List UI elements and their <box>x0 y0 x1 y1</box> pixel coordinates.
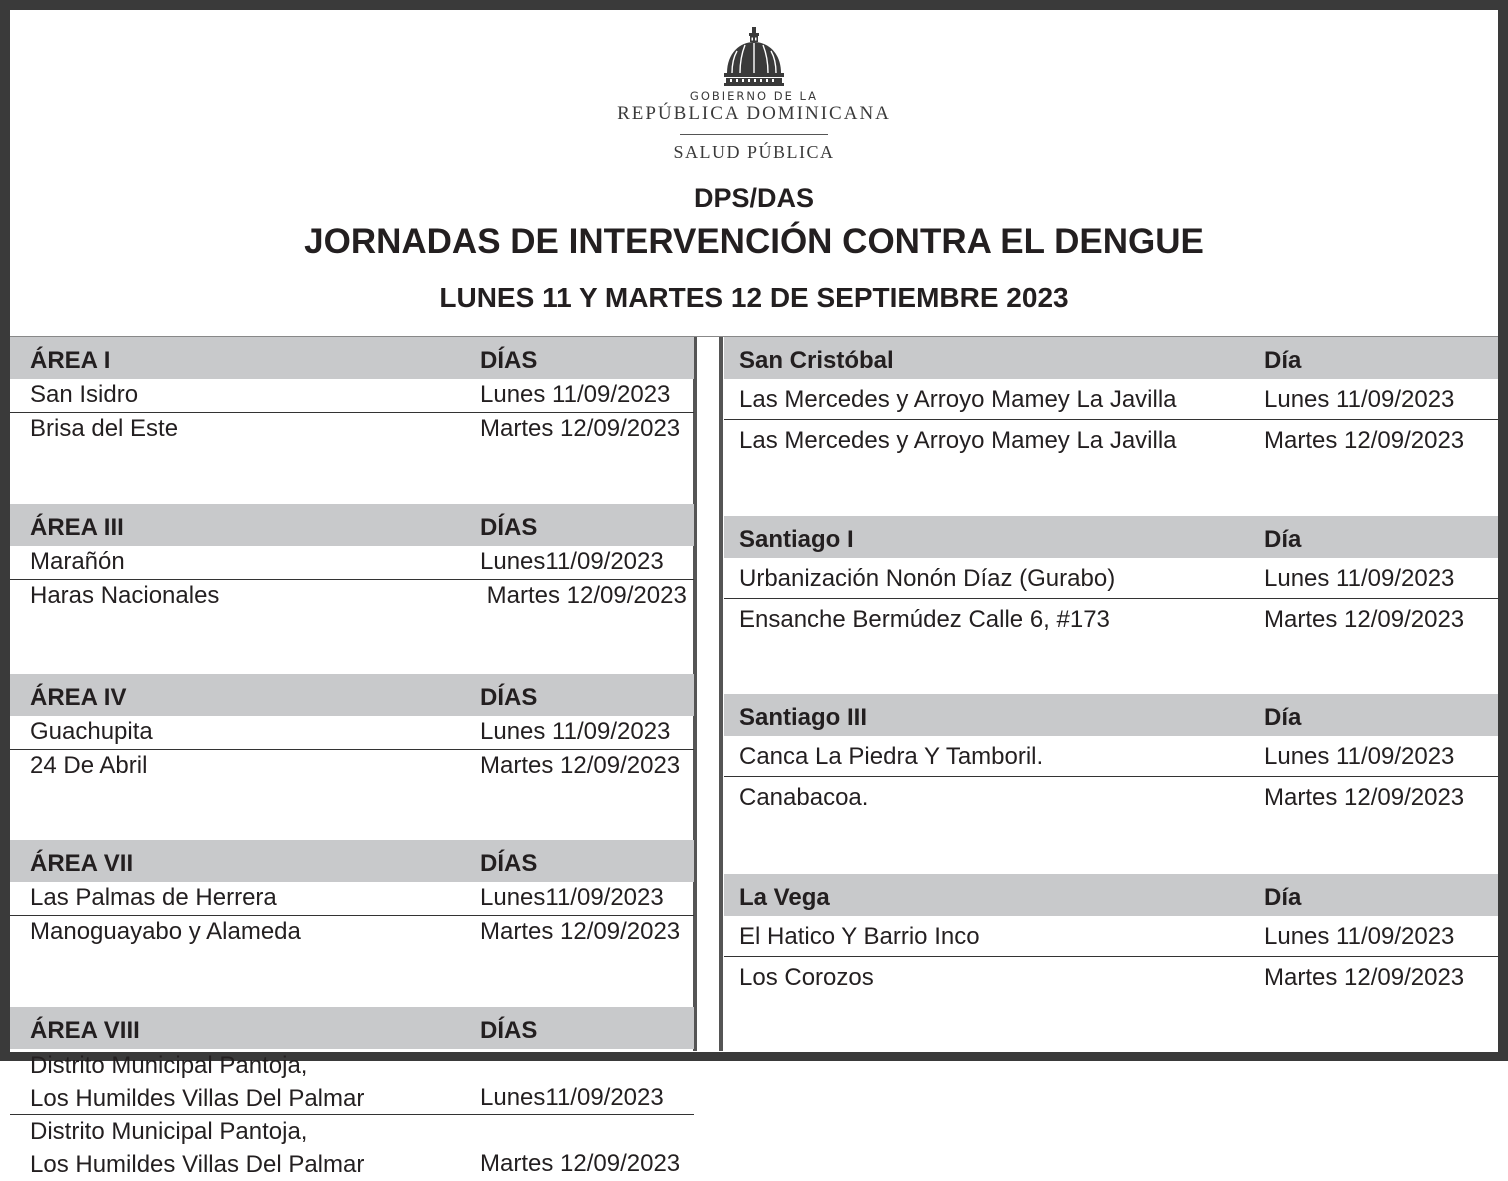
table-row <box>10 916 694 949</box>
table-row <box>724 916 1498 957</box>
schedule-day: Martes 12/09/2023 <box>480 918 681 945</box>
schedule-day: Lunes 11/09/2023 <box>1264 386 1455 413</box>
section-name: Santiago I <box>739 526 854 553</box>
schedule-day: Lunes11/09/2023 <box>480 884 664 911</box>
table-row <box>10 413 694 446</box>
page-title: JORNADAS DE INTERVENCIÓN CONTRA EL DENGUE <box>304 222 1204 261</box>
section-name: San Cristóbal <box>739 347 894 374</box>
section-day-header: Día <box>1264 526 1302 553</box>
table-row <box>10 546 694 580</box>
section-day-header: DÍAS <box>480 850 538 877</box>
section-header <box>10 840 694 882</box>
place-name: 24 De Abril <box>30 752 148 779</box>
table-row <box>724 420 1498 460</box>
section-day-header: DÍAS <box>480 1017 538 1044</box>
column-divider-right <box>719 337 723 1051</box>
table-row <box>10 716 694 750</box>
section-name: La Vega <box>739 884 830 911</box>
schedule-day: Lunes 11/09/2023 <box>480 381 671 408</box>
table-row <box>724 957 1498 997</box>
schedule-day: Martes 12/09/2023 <box>1264 606 1465 633</box>
section-header <box>724 874 1498 916</box>
section-header <box>10 674 694 716</box>
schedule-day: Lunes 11/09/2023 <box>1264 565 1455 592</box>
table-row <box>724 379 1498 420</box>
schedule-day: Lunes11/09/2023 <box>480 1084 664 1111</box>
section-header <box>10 1007 694 1049</box>
gov-line-big: REPÚBLICA DOMINICANA <box>617 103 891 124</box>
schedule-day: Lunes 11/09/2023 <box>480 718 671 745</box>
area-section <box>10 337 694 504</box>
section-header <box>10 337 694 379</box>
schedule-day: Martes 12/09/2023 <box>480 415 681 442</box>
government-logo <box>0 25 1508 163</box>
table-row <box>724 599 1498 639</box>
place-name: Ensanche Bermúdez Calle 6, #173 <box>739 606 1110 633</box>
section-name: Santiago III <box>739 704 868 731</box>
schedule-day: Martes 12/09/2023 <box>480 582 687 609</box>
section-name: ÁREA IV <box>30 684 127 711</box>
place-name <box>30 1115 364 1181</box>
section-day-header: DÍAS <box>480 684 538 711</box>
place-name: Brisa del Este <box>30 415 179 442</box>
place-name: Las Mercedes y Arroyo Mamey La Javilla <box>739 386 1177 413</box>
place-name: Las Mercedes y Arroyo Mamey La Javilla <box>739 427 1177 454</box>
section-day-header: DÍAS <box>480 514 538 541</box>
place-name: Canabacoa. <box>739 784 869 811</box>
section-day-header: Día <box>1264 347 1302 374</box>
section-day-header: Día <box>1264 704 1302 731</box>
schedule-day: Lunes11/09/2023 <box>480 548 664 575</box>
table-row <box>724 736 1498 777</box>
schedule-day: Martes 12/09/2023 <box>1264 964 1465 991</box>
place-name: Los Corozos <box>739 964 874 991</box>
left-schedule-column <box>10 337 694 1180</box>
table-row <box>10 882 694 916</box>
date-subtitle: LUNES 11 Y MARTES 12 DE SEPTIEMBRE 2023 <box>439 282 1069 313</box>
table-row <box>10 1049 694 1115</box>
section-header <box>10 504 694 546</box>
place-name: San Isidro <box>30 381 139 408</box>
place-name: Guachupita <box>30 718 153 745</box>
place-name: Marañón <box>30 548 125 575</box>
place-line: Los Humildes Villas Del Palmar <box>30 1085 365 1112</box>
department-heading: DPS/DAS <box>693 183 815 213</box>
right-schedule-column <box>724 337 1498 997</box>
gov-line-small: GOBIERNO DE LA <box>689 89 819 103</box>
table-row <box>724 558 1498 599</box>
province-section <box>724 516 1498 694</box>
place-name: Las Palmas de Herrera <box>30 884 277 911</box>
table-row <box>724 777 1498 817</box>
area-section <box>10 840 694 1007</box>
place-name: Urbanización Nonón Díaz (Gurabo) <box>739 565 1116 592</box>
schedule-day: Martes 12/09/2023 <box>1264 427 1465 454</box>
province-section <box>724 874 1498 997</box>
section-name: ÁREA I <box>30 347 111 374</box>
place-name: Manoguayabo y Alameda <box>30 918 301 945</box>
province-section <box>724 337 1498 516</box>
section-header <box>724 694 1498 736</box>
table-row <box>10 580 694 613</box>
place-name <box>30 1049 364 1115</box>
section-name: ÁREA VII <box>30 850 134 877</box>
place-line: Distrito Municipal Pantoja, <box>30 1052 308 1079</box>
table-row <box>10 750 694 783</box>
table-row <box>10 1115 694 1180</box>
schedule-day: Martes 12/09/2023 <box>480 1150 681 1177</box>
schedule-day: Martes 12/09/2023 <box>480 752 681 779</box>
place-line: Los Humildes Villas Del Palmar <box>30 1151 365 1178</box>
section-day-header: Día <box>1264 884 1302 911</box>
logo-divider <box>680 134 828 135</box>
table-row <box>10 379 694 413</box>
place-name: Canca La Piedra Y Tamboril. <box>739 743 1044 770</box>
section-name: ÁREA III <box>30 514 124 541</box>
schedule-day: Lunes 11/09/2023 <box>1264 743 1455 770</box>
area-section <box>10 674 694 840</box>
ministry-name: SALUD PÚBLICA <box>673 142 835 162</box>
place-name: El Hatico Y Barrio Inco <box>739 923 980 950</box>
place-name: Haras Nacionales <box>30 582 220 609</box>
section-name: ÁREA VIII <box>30 1017 140 1044</box>
area-section <box>10 504 694 674</box>
place-line: Distrito Municipal Pantoja, <box>30 1118 308 1145</box>
province-section <box>724 694 1498 874</box>
dome-icon <box>721 25 787 87</box>
section-header <box>724 516 1498 558</box>
schedule-day: Lunes 11/09/2023 <box>1264 923 1455 950</box>
schedule-day: Martes 12/09/2023 <box>1264 784 1465 811</box>
section-header <box>724 337 1498 379</box>
area-section <box>10 1007 694 1180</box>
section-day-header: DÍAS <box>480 347 538 374</box>
